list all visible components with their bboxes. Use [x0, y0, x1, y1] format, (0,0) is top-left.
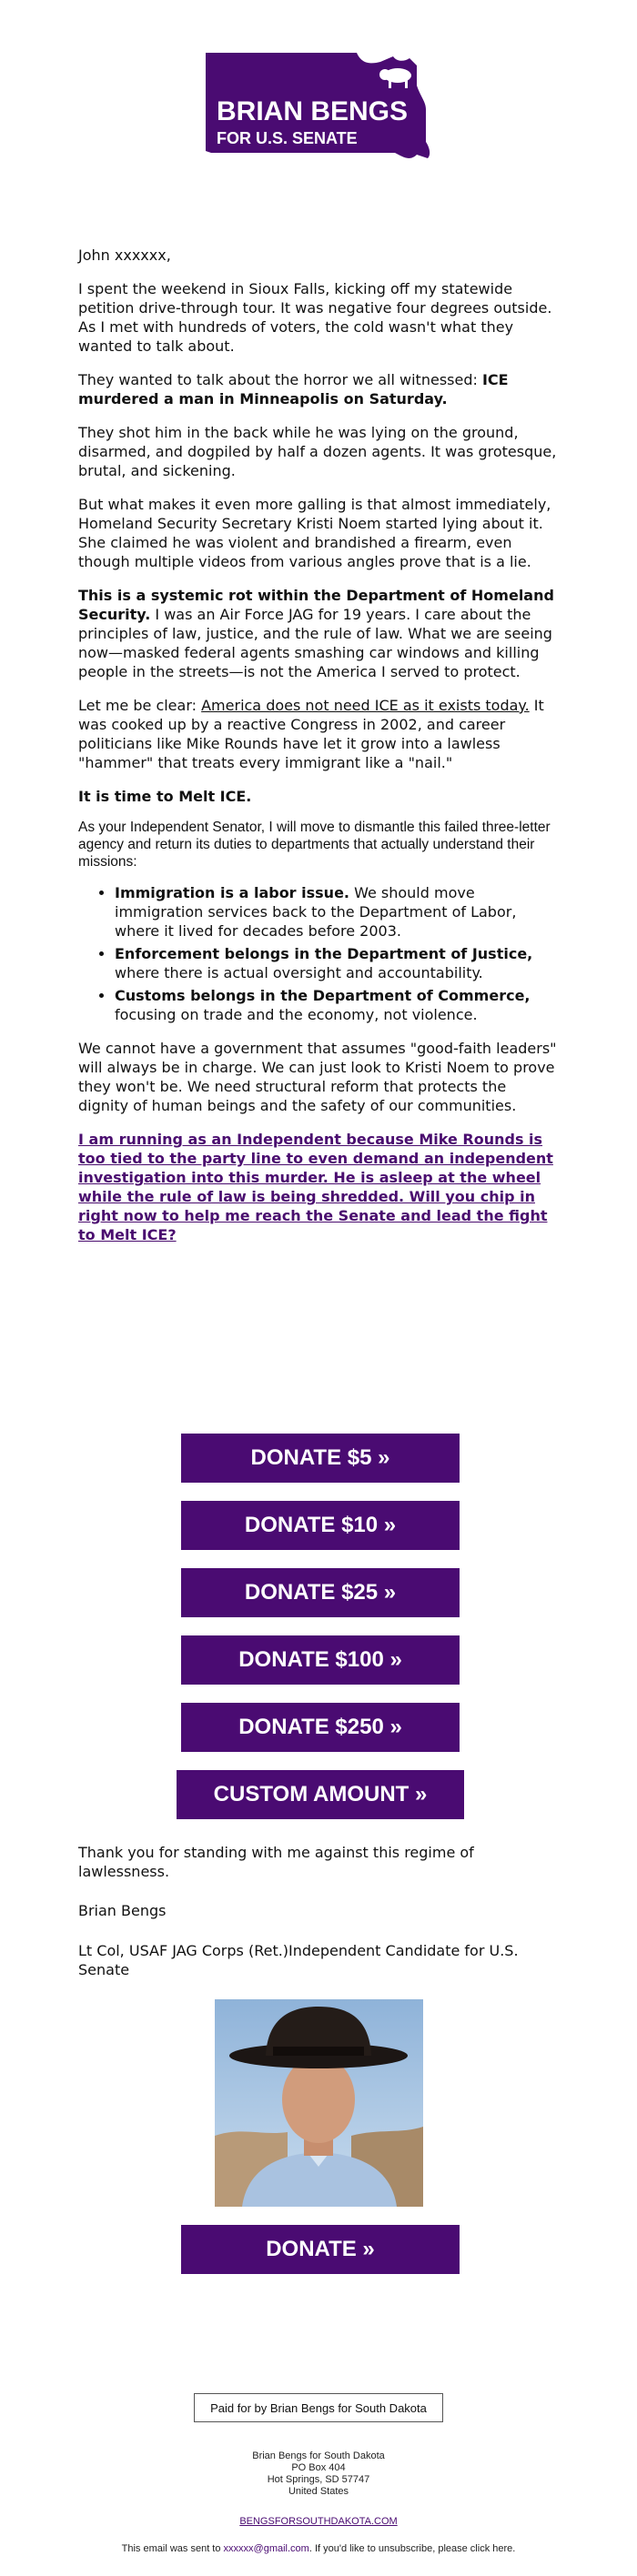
donate-100-button[interactable]: DONATE $100 » [181, 1635, 460, 1685]
paragraph-4: But what makes it even more galling is that almost immediately, Homeland Security Secretary Kristi Noem started lying about it. She claimed he was violent and brandished a firearm, even though multiple videos from various angles prove that is a lie. [78, 496, 551, 570]
list-item-bold: Immigration is a labor issue. [115, 884, 349, 901]
donate-250-button[interactable]: DONATE $250 » [181, 1703, 460, 1752]
signature-name: Brian Bengs [78, 1902, 167, 1919]
unsubscribe-text-b[interactable]: . If you'd like to unsubscribe, please click here. [308, 2543, 516, 2554]
list-item [115, 944, 561, 982]
address-line: United States [288, 2486, 349, 2497]
list-item-text: We should move immigration services back to the Department of Labor, where it lived for decades before 2003. [115, 884, 517, 940]
list-item-text: where there is actual oversight and accountability. [115, 964, 483, 981]
website-link[interactable]: BENGSFORSOUTHDAKOTA.COM [239, 2516, 398, 2527]
paragraph-8: As your Independent Senator, I will move to dismantle this failed three-letter agency and return its duties to departments that actually understand their missions: [78, 820, 551, 870]
donate-10-button[interactable]: DONATE $10 » [181, 1501, 460, 1550]
list-item [115, 986, 561, 1024]
signature-title: Lt Col, USAF JAG Corps (Ret.)Independent Candidate for U.S. Senate [78, 1942, 519, 1978]
paragraph-9: We cannot have a government that assumes "good-faith leaders" will always be in charge. We can just look to Kristi Noem to prove they won't be. We need structural reform that protects the dignity of human beings and the safety of our communities. [78, 1040, 557, 1114]
logo-subtitle: FOR U.S. SENATE [217, 129, 358, 147]
list-item-text: focusing on trade and the economy, not violence. [115, 1006, 478, 1023]
melt-ice-heading [78, 787, 561, 806]
list-item [115, 883, 561, 941]
donate-final-button[interactable]: DONATE » [181, 2225, 460, 2274]
donate-5-button[interactable]: DONATE $5 » [181, 1434, 460, 1483]
paragraph-5 [78, 586, 561, 681]
address-line: Brian Bengs for South Dakota [252, 2450, 385, 2461]
missions-list [78, 883, 561, 1024]
unsubscribe-text-a: This email was sent to [121, 2543, 224, 2554]
melt-ice-heading-text: It is time to Melt ICE. [78, 788, 252, 805]
address-line: Hot Springs, SD 57747 [267, 2474, 370, 2485]
donate-25-button[interactable]: DONATE $25 » [181, 1568, 460, 1617]
paid-for-box: Paid for by Brian Bengs for South Dakota [194, 2393, 443, 2422]
paragraph-5-bold: This is a systemic rot within the Department of Homeland Security. [78, 587, 554, 623]
logo-name: BRIAN BENGS [217, 96, 409, 126]
paragraph-5-text: I was an Air Force JAG for 19 years. I care about the principles of law, justice, and the rule of law. What we are seeing now—masked federal agents smashing car windows and killing people in the streets—is not the America I served to protect. [78, 606, 552, 680]
paragraph-2-bold: ICE murdered a man in Minneapolis on Saturday. [78, 371, 509, 408]
paragraph-2 [78, 370, 561, 408]
paragraph-6-text: It was cooked up by a reactive Congress in 2002, and career politicians like Mike Rounds have let it grow into a lawless "hammer" that treats every immigrant like a "nail." [78, 697, 544, 771]
paragraph-6-lead: Let me be clear: [78, 697, 202, 714]
donation-ask-link[interactable]: I am running as an Independent because Mike Rounds is too tied to the party line to even demand an independent investigation into this murder. He is asleep at the wheel while the rule of law is being shredded. Will you chip in right now to help me reach the Senate and lead the fight to Melt ICE? [78, 1131, 553, 1243]
paragraph-6-underlined: America does not need ICE as it exists today. [201, 697, 530, 714]
paragraph-6 [78, 696, 561, 772]
paragraph-3: They shot him in the back while he was lying on the ground, disarmed, and dogpiled by half a dozen agents. It was grotesque, brutal, and sickening. [78, 424, 557, 479]
paragraph-1: I spent the weekend in Sioux Falls, kicking off my statewide petition drive-through tour. It was negative four degrees outside. As I met with hundreds of voters, the cold wasn't what they wanted to talk about. [78, 280, 552, 355]
footer-address [0, 2450, 637, 2498]
greeting: John xxxxxx, [78, 247, 171, 264]
address-line: PO Box 404 [291, 2462, 346, 2473]
closing-thanks: Thank you for standing with me against this regime of lawlessness. [78, 1844, 474, 1880]
custom-amount-button[interactable]: CUSTOM AMOUNT » [177, 1770, 464, 1819]
paragraph-2-text: They wanted to talk about the horror we all witnessed: [78, 371, 478, 388]
recipient-email-link[interactable]: xxxxxx@gmail.com [223, 2543, 309, 2554]
campaign-logo [202, 49, 435, 167]
list-item-bold: Customs belongs in the Department of Commerce, [115, 987, 531, 1004]
unsubscribe-line [0, 2543, 637, 2554]
list-item-bold: Enforcement belongs in the Department of Justice, [115, 945, 533, 962]
candidate-photo [215, 1999, 423, 2207]
email-body [78, 246, 561, 1244]
